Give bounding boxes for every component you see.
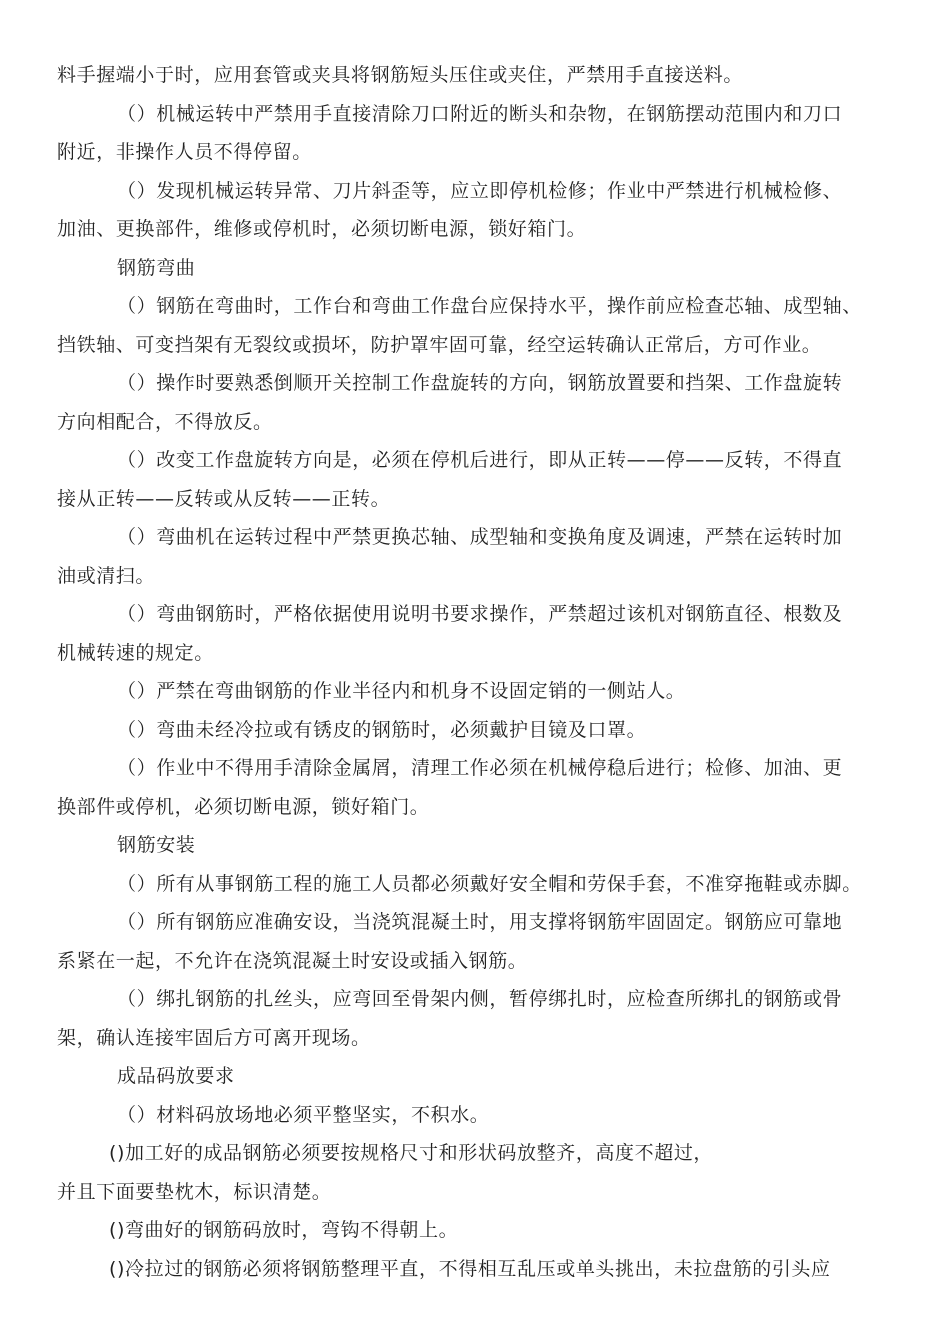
list-item <box>57 711 907 750</box>
list-item <box>57 980 907 1057</box>
text-line: （）绑扎钢筋的扎丝头，应弯回至骨架内侧，暂停绑扎时，应检查所绑扎的钢筋或骨 <box>117 988 843 1010</box>
text-line: ()弯曲好的钢筋码放时，弯钩不得朝上。 <box>109 1219 459 1241</box>
text-line: 并且下面要垫枕木，标识清楚。 <box>57 1180 332 1203</box>
section-heading <box>57 826 907 865</box>
text-line: （）作业中不得用手清除金属屑，清理工作必须在机械停稳后进行；检修、加油、更 <box>117 757 843 779</box>
list-item <box>57 518 907 595</box>
text-line: （）所有从事钢筋工程的施工人员都必须戴好安全帽和劳保手套，不准穿拖鞋或赤脚。 <box>117 872 862 895</box>
text-line: ()冷拉过的钢筋必须将钢筋整理平直，不得相互乱压或单头挑出，未拉盘筋的引头应 <box>109 1257 831 1280</box>
text-line: （）材料码放场地必须平整坚实，不积水。 <box>117 1103 490 1126</box>
text-line: 换部件或停机，必须切断电源，锁好箱门。 <box>57 795 430 818</box>
text-line: 架，确认连接牢固后方可离开现场。 <box>57 1026 371 1049</box>
list-item <box>57 865 907 904</box>
text-line: （）改变工作盘旋转方向是，必须在停机后进行，即从正转——停——反转，不得直 <box>117 449 843 471</box>
paragraph-continuation <box>57 56 907 95</box>
text-line: （）机械运转中严禁用手直接清除刀口附近的断头和杂物，在钢筋摆动范围内和刀口 <box>117 102 843 125</box>
document-page <box>57 56 907 1288</box>
list-item <box>57 749 907 826</box>
text-line: ()加工好的成品钢筋必须要按规格尺寸和形状码放整齐，高度不超过， <box>109 1142 714 1164</box>
text-line: 接从正转——反转或从反转——正转。 <box>57 487 391 510</box>
text-line: （）严禁在弯曲钢筋的作业半径内和机身不设固定销的一侧站人。 <box>117 680 686 702</box>
list-item <box>57 903 907 980</box>
list-item <box>57 364 907 441</box>
section-heading <box>57 249 907 288</box>
list-item <box>57 441 907 518</box>
text-line: 方向相配合，不得放反。 <box>57 410 273 433</box>
text-line: 料手握端小于时，应用套管或夹具将钢筋短头压住或夹住，严禁用手直接送料。 <box>57 64 744 86</box>
text-line: 钢筋弯曲 <box>117 256 196 279</box>
list-item <box>57 1211 907 1250</box>
text-line: （）弯曲未经冷拉或有锈皮的钢筋时，必须戴护目镜及口罩。 <box>117 718 647 741</box>
text-line: 钢筋安装 <box>117 834 196 856</box>
text-line: （）钢筋在弯曲时，工作台和弯曲工作盘台应保持水平，操作前应检查芯轴、成型轴、 <box>117 295 862 317</box>
text-line: 挡铁轴、可变挡架有无裂纹或损坏，防护罩牢固可靠，经空运转确认正常后，方可作业。 <box>57 333 822 356</box>
list-item <box>57 1134 907 1211</box>
text-line: 成品码放要求 <box>117 1065 235 1087</box>
list-item <box>57 172 907 249</box>
text-line: （）发现机械运转异常、刀片斜歪等，应立即停机检修；作业中严禁进行机械检修、 <box>117 179 843 202</box>
list-item <box>57 1096 907 1135</box>
text-line: （）所有钢筋应准确安设，当浇筑混凝土时，用支撑将钢筋牢固固定。钢筋应可靠地 <box>117 911 843 933</box>
list-item <box>57 1250 907 1289</box>
list-item <box>57 287 907 364</box>
text-line: 系紧在一起，不允许在浇筑混凝土时安设或插入钢筋。 <box>57 949 528 972</box>
text-line: （）弯曲钢筋时，严格依据使用说明书要求操作，严禁超过该机对钢筋直径、根数及 <box>117 603 843 625</box>
text-line: 机械转速的规定。 <box>57 641 214 664</box>
list-item <box>57 595 907 672</box>
text-line: （）弯曲机在运转过程中严禁更换芯轴、成型轴和变换角度及调速，严禁在运转时加 <box>117 526 843 548</box>
text-line: 油或清扫。 <box>57 564 156 587</box>
text-line: 附近，非操作人员不得停留。 <box>57 141 312 163</box>
text-line: 加油、更换部件，维修或停机时，必须切断电源，锁好箱门。 <box>57 218 587 240</box>
list-item <box>57 672 907 711</box>
text-line: （）操作时要熟悉倒顺开关控制工作盘旋转的方向，钢筋放置要和挡架、工作盘旋转 <box>117 372 843 394</box>
section-heading <box>57 1057 907 1096</box>
list-item <box>57 95 907 172</box>
